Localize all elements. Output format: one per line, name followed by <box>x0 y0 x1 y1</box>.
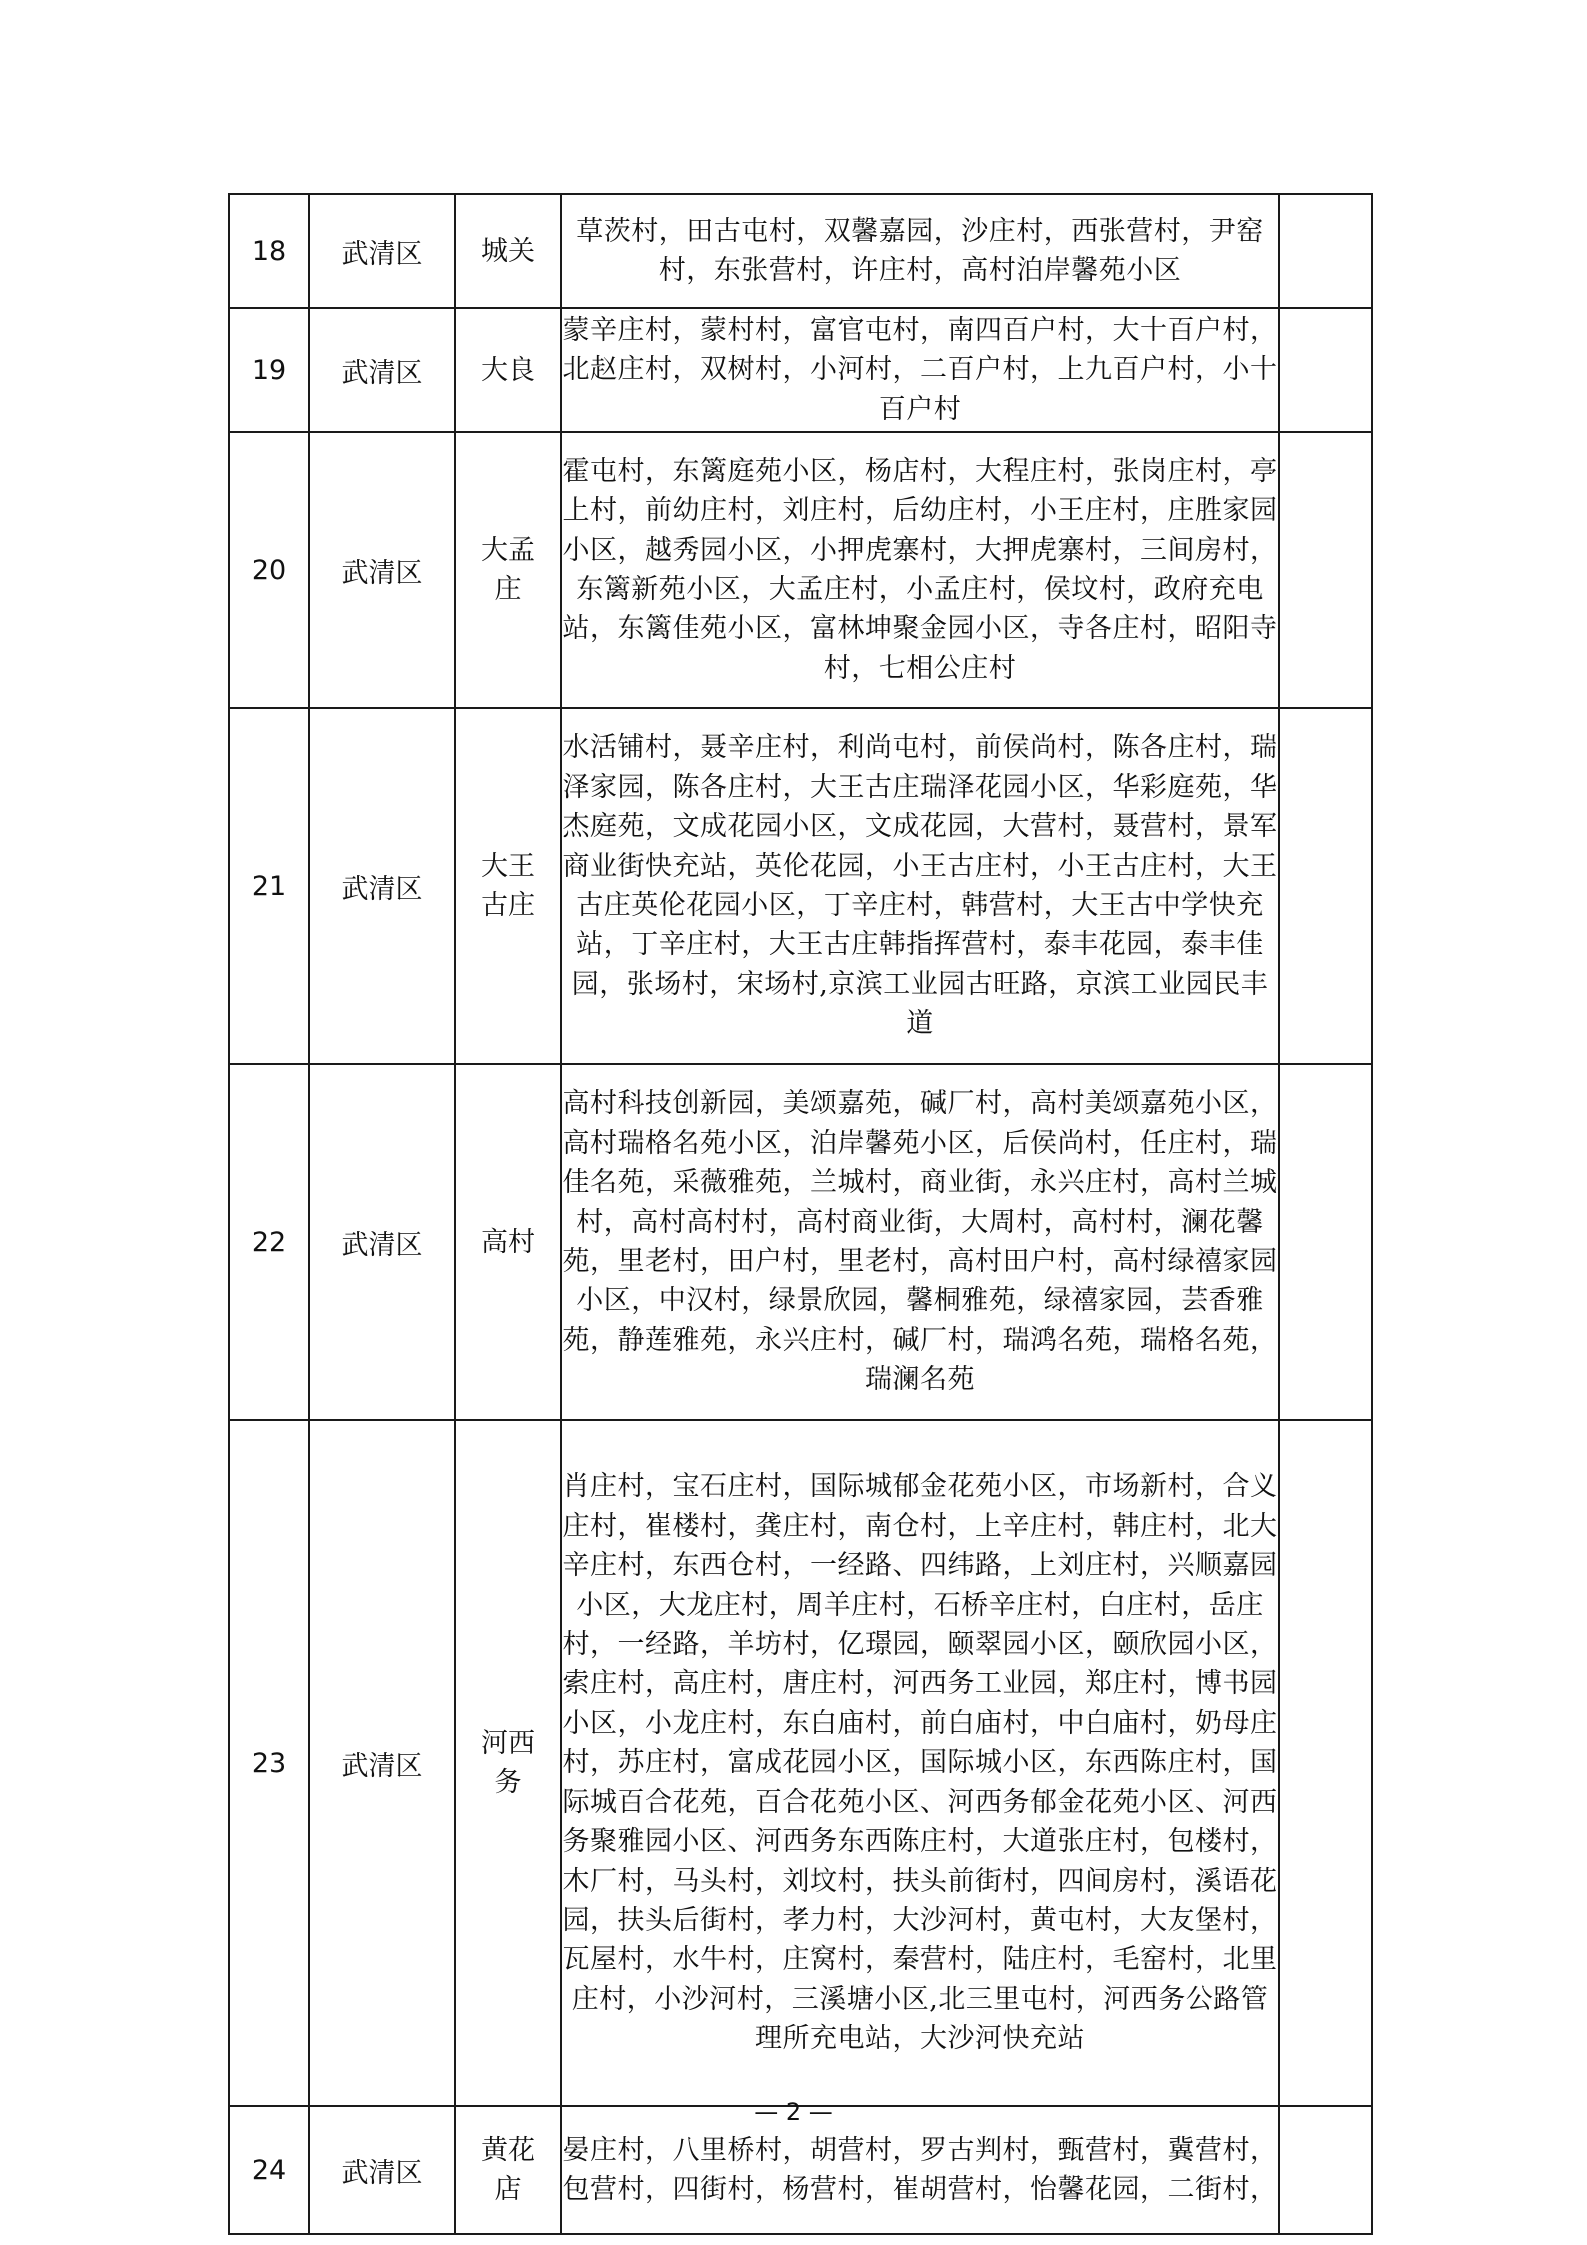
charging-points-table <box>228 193 1373 2235</box>
town-label: 大王古庄 <box>481 851 535 921</box>
table-row <box>229 194 1372 308</box>
note-cell <box>1279 194 1372 308</box>
note-cell <box>1279 308 1372 432</box>
row-number-cell: 20 <box>229 432 309 708</box>
table-row <box>229 432 1372 708</box>
table-row <box>229 1064 1372 1420</box>
town-label: 高村 <box>481 1226 535 1258</box>
note-cell <box>1279 708 1372 1064</box>
row-number-cell: 24 <box>229 2106 309 2234</box>
page-number: — 2 — <box>754 2098 833 2126</box>
district-cell: 武清区 <box>309 2106 455 2234</box>
note-cell <box>1279 432 1372 708</box>
town-cell <box>455 1064 561 1420</box>
table-row <box>229 708 1372 1064</box>
town-cell <box>455 194 561 308</box>
table-row <box>229 1420 1372 2106</box>
town-label: 大孟庄 <box>481 535 535 605</box>
table-row <box>229 308 1372 432</box>
town-label: 黄花店 <box>481 2135 535 2205</box>
district-cell: 武清区 <box>309 432 455 708</box>
row-number-cell: 19 <box>229 308 309 432</box>
town-label: 城关 <box>481 235 535 267</box>
charging-points-cell: 肖庄村，宝石庄村，国际城郁金花苑小区，市场新村，合义庄村，崔楼村，龚庄村，南仓村，上辛庄村，韩庄村，北大辛庄村，东西仓村，一经路、四纬路，上刘庄村，兴顺嘉园小区，大龙庄村，周羊庄村，石桥辛庄村，白庄村，岳庄村，一经路，羊坊村，亿璟园，颐翠园小区，颐欣园小区，索庄村，高庄村，唐庄村，河西务工业园，郑庄村，博书园小区，小龙庄村，东白庙村，前白庙村，中白庙村，奶母庄村，苏庄村，富成花园小区，国际城小区，东西陈庄村，国际城百合花苑，百合花苑小区、河西务郁金花苑小区、河西务聚雅园小区、河西务东西陈庄村，大道张庄村，包楼村，木厂村，马头村，刘坟村，扶头前街村，四间房村，溪语花园，扶头后街村，孝力村，大沙河村，黄屯村，大友堡村，瓦屋村，水牛村，庄窝村，秦营村，陆庄村，毛窑村，北里庄村，小沙河村，三溪塘小区,北三里屯村，河西务公路管理所充电站，大沙河快充站 <box>561 1420 1279 2106</box>
row-number-cell: 23 <box>229 1420 309 2106</box>
note-cell <box>1279 1064 1372 1420</box>
charging-points-cell: 高村科技创新园，美颂嘉苑，碱厂村，高村美颂嘉苑小区，高村瑞格名苑小区，泊岸馨苑小区，后侯尚村，任庄村，瑞佳名苑，采薇雅苑，兰城村，商业街，永兴庄村，高村兰城村，高村高村村，高村商业街，大周村，高村村，澜花馨苑，里老村，田户村，里老村，高村田户村，高村绿禧家园小区，中汉村，绿景欣园，馨桐雅苑，绿禧家园，芸香雅苑，静莲雅苑，永兴庄村，碱厂村，瑞鸿名苑，瑞格名苑，瑞澜名苑 <box>561 1064 1279 1420</box>
charging-points-cell: 蒙辛庄村，蒙村村，富官屯村，南四百户村，大十百户村，北赵庄村，双树村，小河村，二百户村，上九百户村，小十百户村 <box>561 308 1279 432</box>
row-number-cell: 21 <box>229 708 309 1064</box>
town-cell <box>455 708 561 1064</box>
town-cell <box>455 1420 561 2106</box>
charging-points-cell: 草茨村，田古屯村，双馨嘉园，沙庄村，西张营村，尹窑村，东张营村，许庄村，高村泊岸馨苑小区 <box>561 194 1279 308</box>
row-number-cell: 22 <box>229 1064 309 1420</box>
town-label: 河西务 <box>481 1728 535 1798</box>
charging-points-cell: 水活铺村，聂辛庄村，利尚屯村，前侯尚村，陈各庄村，瑞泽家园，陈各庄村，大王古庄瑞泽花园小区，华彩庭苑，华杰庭苑，文成花园小区，文成花园，大营村，聂营村，景军商业街快充站，英伦花园，小王古庄村，小王古庄村，大王古庄英伦花园小区，丁辛庄村，韩营村，大王古中学快充站，丁辛庄村，大王古庄韩指挥营村，泰丰花园，泰丰佳园，张场村，宋场村,京滨工业园古旺路，京滨工业园民丰道 <box>561 708 1279 1064</box>
town-cell <box>455 308 561 432</box>
district-cell: 武清区 <box>309 194 455 308</box>
district-cell: 武清区 <box>309 708 455 1064</box>
town-cell <box>455 432 561 708</box>
district-cell: 武清区 <box>309 1420 455 2106</box>
charging-points-cell: 晏庄村，八里桥村，胡营村，罗古判村，甄营村，冀营村，包营村，四街村，杨营村，崔胡营村，怡馨花园，二街村， <box>561 2106 1279 2234</box>
town-label: 大良 <box>481 354 535 386</box>
district-cell: 武清区 <box>309 1064 455 1420</box>
row-number-cell: 18 <box>229 194 309 308</box>
charging-points-cell: 霍屯村，东篱庭苑小区，杨店村，大程庄村，张岗庄村，亭上村，前幼庄村，刘庄村，后幼庄村，小王庄村，庄胜家园小区，越秀园小区，小押虎寨村，大押虎寨村，三间房村，东篱新苑小区，大孟庄村，小孟庄村，侯坟村，政府充电站，东篱佳苑小区，富林坤聚金园小区，寺各庄村，昭阳寺村，七相公庄村 <box>561 432 1279 708</box>
district-cell: 武清区 <box>309 308 455 432</box>
table-body <box>229 194 1372 2234</box>
note-cell <box>1279 1420 1372 2106</box>
